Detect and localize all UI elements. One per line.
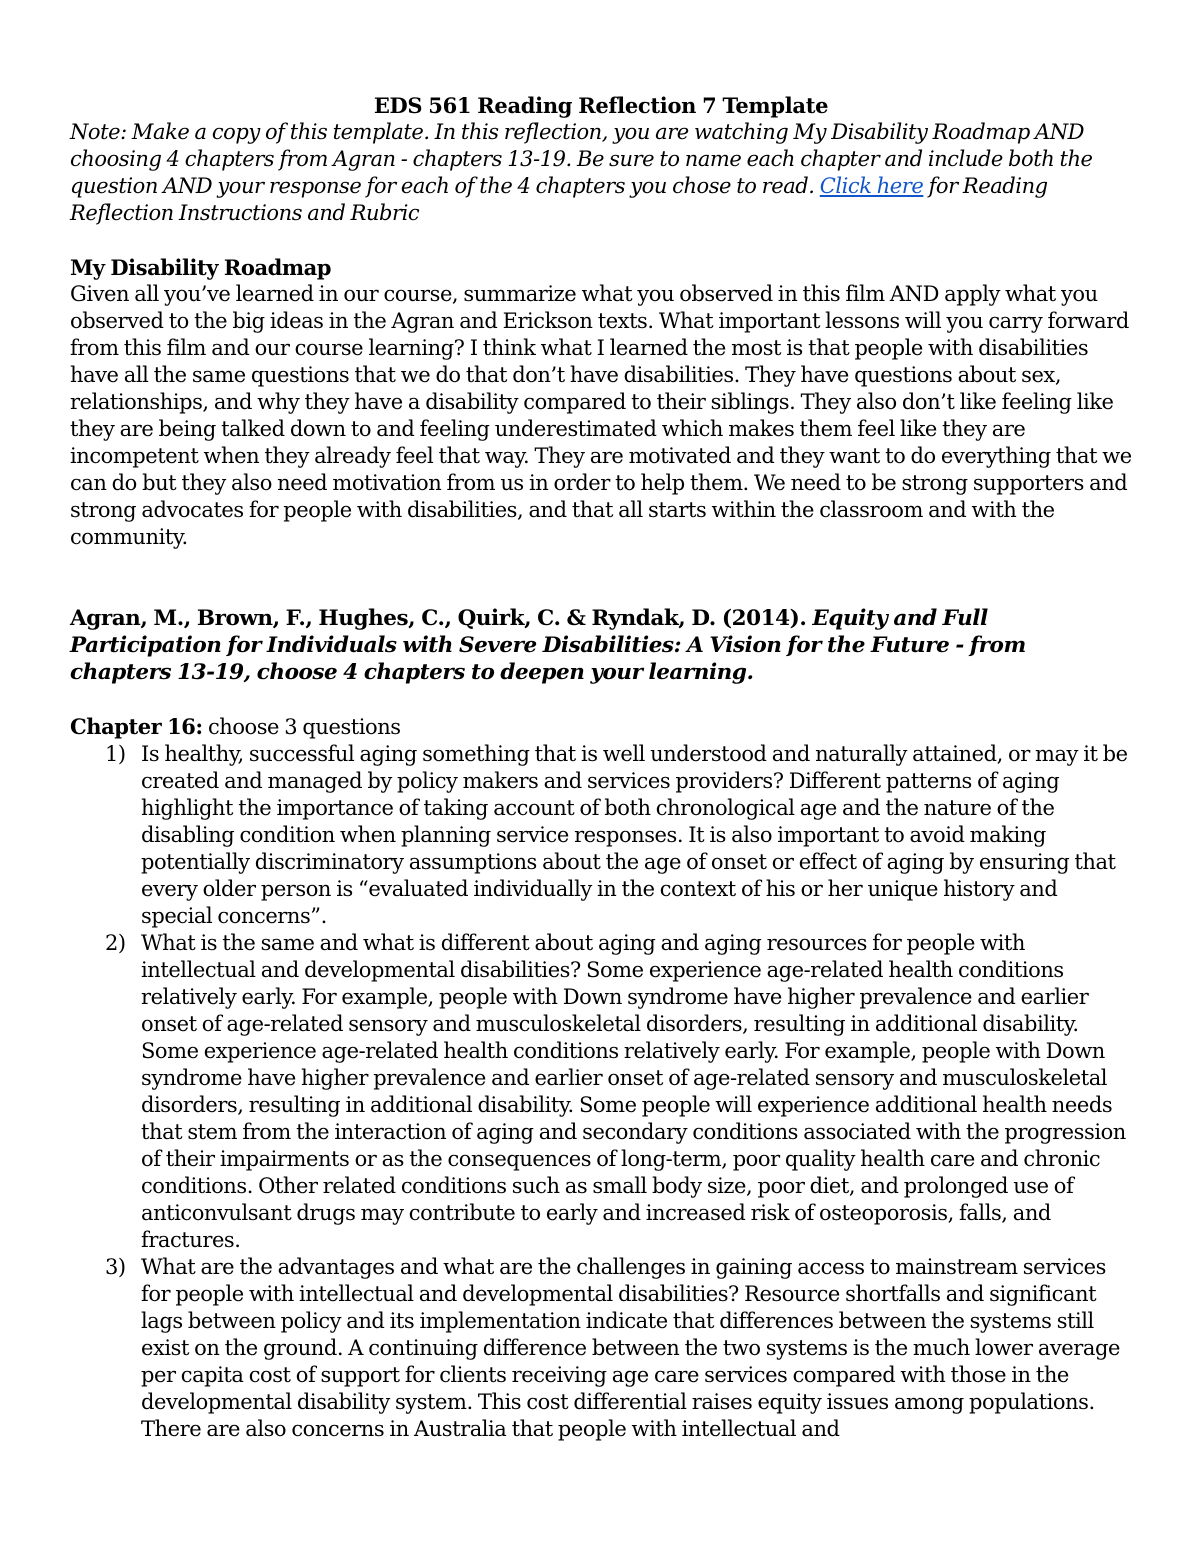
citation bbox=[70, 605, 1132, 686]
question-text: What are the advantages and what are the challenges in gaining access to mainstream services for people with intellectual and developmental disabilities? Resource shortfalls and significant lags between policy and its implementation indicate that differences between the systems still exist on the ground. A continuing difference between the two systems is the much lower average per capita cost of support for clients receiving age care services compared with those in the developmental disability system. This cost differential raises equity issues among populations. There are also concerns in Australia that people with intellectual and bbox=[141, 1255, 1120, 1441]
spacer bbox=[70, 227, 1132, 254]
citation-authors: Agran, M., Brown, F., Hughes, C., Quirk, C. & Ryndak, D. (2014). bbox=[70, 606, 813, 631]
spacer bbox=[70, 686, 1132, 713]
chapter-heading bbox=[70, 713, 1132, 741]
template-note bbox=[70, 119, 1132, 227]
question-number: 2) bbox=[105, 931, 126, 955]
question-text: Is healthy, successful aging something that is well understood and naturally attained, or may it be created and managed by policy makers and services providers? Different patterns of aging highlight the importance of taking account of both chronological age and the nature of the disabling condition when planning service responses. It is also important to avoid making potentially discriminatory assumptions about the age of onset or effect of aging by ensuring that every older person is “evaluated individually in the context of his or her unique history and special concerns”. bbox=[141, 742, 1128, 928]
note-text-before: Note: Make a copy of this template. In this reflection, you are watching My Disability Roadmap AND choosing 4 chapters from Agran - chapters 13-19. Be sure to name each chapter and include both the question AND your response for each of the 4 chapters you chose to read. bbox=[70, 120, 1093, 198]
document-title: EDS 561 Reading Reflection 7 Template bbox=[373, 93, 829, 118]
roadmap-body: Given all you’ve learned in our course, summarize what you observed in this film AND apply what you observed to the big ideas in the Agran and Erickson texts. What important lessons will you carry forward from this film and our course learning? I think what I learned the most is that people with disabilities have all the same questions that we do that don’t have disabilities. They have questions about sex, relationships, and why they have a disability compared to their siblings. They also don’t like feeling like they are being talked down to and feeling underestimated which makes them feel like they are incompetent when they already feel that way. They are motivated and they want to do everything that we can do but they also need motivation from us in order to help them. We need to be strong supporters and strong advocates for people with disabilities, and that all starts within the classroom and with the community. bbox=[70, 282, 1132, 549]
citation-title: Equity and Full Participation for Individuals with Severe Disabilities: A Vision for the Future - from chapters 13-19, choose 4 chapters to deepen your learning. bbox=[70, 606, 1026, 685]
chapter-label: Chapter 16: bbox=[70, 714, 203, 739]
chapter-instruction: choose 3 questions bbox=[202, 715, 401, 739]
question-number: 1) bbox=[105, 742, 126, 766]
spacer bbox=[70, 551, 1132, 605]
question-number: 3) bbox=[105, 1255, 126, 1279]
document-page bbox=[70, 92, 1132, 1443]
roadmap-heading: My Disability Roadmap bbox=[70, 255, 332, 280]
instructions-link[interactable]: Click here bbox=[819, 174, 924, 198]
list-item bbox=[70, 1254, 1132, 1443]
question-text: What is the same and what is different about aging and aging resources for people with intellectual and developmental disabilities? Some experience age-related health conditions relatively early. For example, people with Down syndrome have higher prevalence and earlier onset of age-related sensory and musculoskeletal disorders, resulting in additional disability. Some experience age-related health conditions relatively early. For example, people with Down syndrome have higher prevalence and earlier onset of age-related sensory and musculoskeletal disorders, resulting in additional disability. Some people will experience additional health needs that stem from the interaction of aging and secondary conditions associated with the progression of their impairments or as the consequences of long-term, poor quality health care and chronic conditions. Other related conditions such as small body size, poor diet, and prolonged use of anticonvulsant drugs may contribute to early and increased risk of osteoporosis, falls, and fractures. bbox=[141, 931, 1126, 1252]
list-item bbox=[70, 930, 1132, 1254]
list-item bbox=[70, 741, 1132, 930]
question-list bbox=[70, 741, 1132, 1443]
note-text-after: for Reading Reflection Instructions and Rubric bbox=[70, 174, 1048, 225]
